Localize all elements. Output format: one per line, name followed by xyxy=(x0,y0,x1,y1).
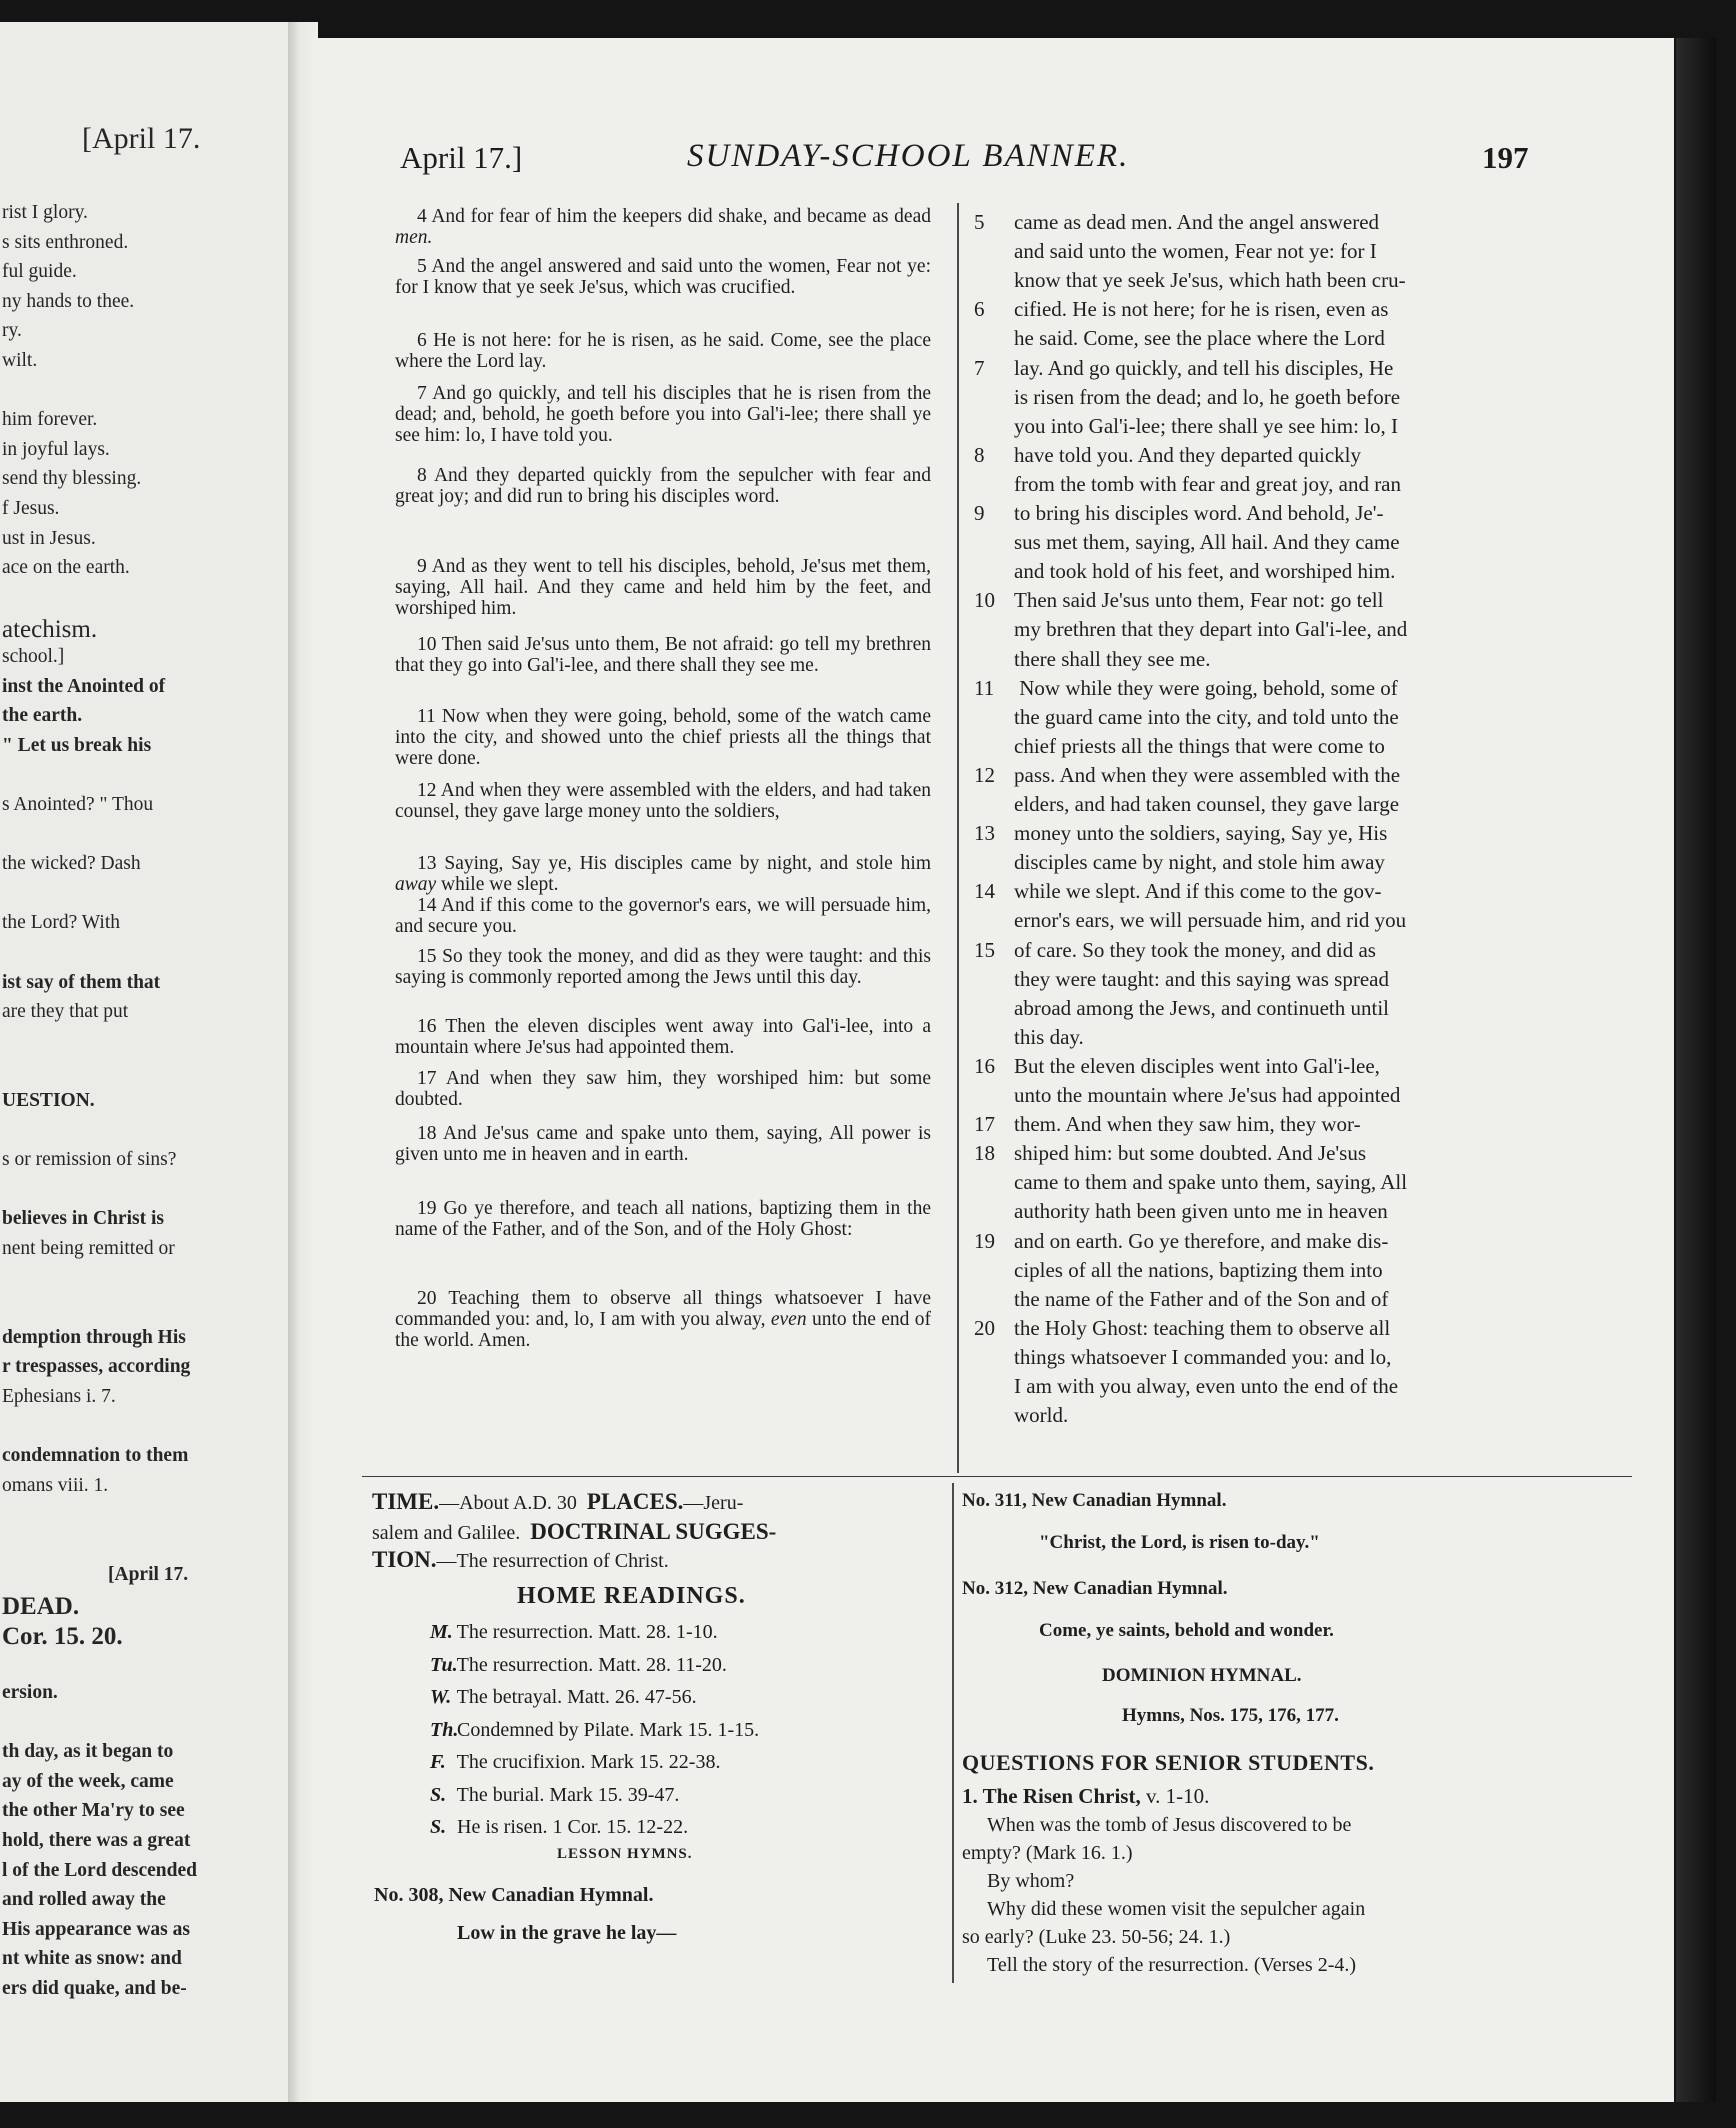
verse-text: 14 And if this come to the governor's ears, we will persuade him, and secure you. xyxy=(395,895,931,937)
left-page-line: school.] xyxy=(2,646,65,667)
reading-day: F. xyxy=(430,1751,446,1773)
rv-line-text: the guard came into the city, and told unto the xyxy=(1014,704,1399,729)
doctrinal-line-2 xyxy=(372,1547,669,1573)
doctrinal-label: DOCTRINAL SUGGES- xyxy=(530,1519,777,1544)
rv-line xyxy=(974,1372,1398,1401)
verse-paragraph xyxy=(395,634,931,676)
hymn-308-line: Low in the grave he lay— xyxy=(457,1922,677,1944)
main-page xyxy=(312,38,1674,2102)
time-label: TIME. xyxy=(372,1489,440,1514)
rv-line-text: and on earth. Go ye therefore, and make dis- xyxy=(1014,1228,1389,1253)
left-page-line: ay of the week, came xyxy=(2,1770,174,1792)
verse-text: 18 And Je'sus came and spake unto them, saying, All power is given unto me in heaven and in earth. xyxy=(395,1123,931,1165)
hymn-311-line: "Christ, the Lord, is risen to-day." xyxy=(1039,1532,1320,1553)
rv-line-text: to bring his disciples word. And behold, Je'- xyxy=(1014,501,1384,525)
rv-line-text: cified. He is not here; for he is risen, even as xyxy=(1014,297,1389,322)
header-title: SUNDAY-SCHOOL BANNER. xyxy=(687,138,1130,174)
left-page-line: the other Ma'ry to see xyxy=(2,1800,185,1822)
rv-line xyxy=(974,819,1387,848)
verse-paragraph xyxy=(395,465,931,507)
verse-number: 17 xyxy=(974,1112,995,1137)
rv-line xyxy=(974,1139,1366,1168)
reading-day: Th. xyxy=(430,1718,459,1741)
doctrinal-text: —The resurrection of Christ. xyxy=(436,1550,669,1572)
verse-paragraph xyxy=(395,1198,931,1240)
verse-text: 16 Then the eleven disciples went away into Gal'i-lee, into a mountain where Je'sus had appointed them. xyxy=(395,1016,931,1058)
left-page-line: nent being remitted or xyxy=(2,1238,175,1259)
left-page-line: r trespasses, according xyxy=(2,1356,191,1378)
verse-number: 11 xyxy=(974,675,995,700)
verse-tail: unto the end of the world. Amen. xyxy=(395,1309,932,1351)
question-3a: Why did these women visit the sepulcher again xyxy=(987,1898,1366,1920)
verse-number: 16 xyxy=(974,1053,995,1078)
left-page-line: rist I glory. xyxy=(2,202,88,223)
home-readings-title: HOME READINGS. xyxy=(517,1583,746,1609)
left-page-line: ust in Jesus. xyxy=(2,527,96,549)
hymn-311: No. 311, New Canadian Hymnal. xyxy=(962,1490,1227,1511)
verse-paragraph xyxy=(395,256,931,298)
left-page-line: s sits enthroned. xyxy=(2,231,129,253)
reading-item xyxy=(430,1779,679,1812)
verse-paragraph xyxy=(395,946,931,988)
rv-line xyxy=(974,703,1399,732)
rv-line-text: this day. xyxy=(1014,1024,1084,1049)
rv-line-text: I am with you alway, even unto the end of the xyxy=(1014,1374,1399,1398)
left-page-line: him forever. xyxy=(2,409,98,431)
verse-paragraph xyxy=(395,556,931,619)
rv-line-text: abroad among the Jews, and continueth until xyxy=(1014,995,1389,1020)
verse-paragraph xyxy=(395,206,931,248)
hymn-312-line: Come, ye saints, behold and wonder. xyxy=(1039,1620,1334,1641)
reading-day: S. xyxy=(430,1816,447,1838)
rv-line xyxy=(974,790,1399,819)
rv-line xyxy=(974,848,1385,877)
rv-line xyxy=(974,266,1406,295)
questions-title: QUESTIONS FOR SENIOR STUDENTS. xyxy=(962,1750,1375,1775)
time-paragraph xyxy=(372,1489,743,1515)
left-page-line: l of the Lord descended xyxy=(2,1859,197,1881)
rv-line-text: things whatsoever I commanded you: and lo, xyxy=(1014,1344,1392,1369)
rv-line-text: Now while they were going, behold, some of xyxy=(1014,675,1398,700)
rv-line-text: money unto the soldiers, saying, Say ye, His xyxy=(1014,821,1388,846)
left-page-header: [April 17. xyxy=(82,122,201,155)
dominion-title: DOMINION HYMNAL. xyxy=(1102,1665,1302,1686)
rv-line-text: shiped him: but some doubted. And Je'sus xyxy=(1014,1141,1367,1166)
verse-number: 12 xyxy=(974,762,995,787)
question-3b: so early? (Luke 23. 50-56; 24. 1.) xyxy=(962,1926,1231,1948)
rv-line-text: authority hath been given unto me in heaven xyxy=(1014,1199,1388,1224)
rv-line-text: them. And when they saw him, they wor- xyxy=(1014,1112,1361,1137)
rv-line-text: ernor's ears, we will persuade him, and rid you xyxy=(1014,908,1407,933)
doctrinal-label-2: TION. xyxy=(372,1547,437,1572)
rv-line xyxy=(974,528,1400,557)
rv-line xyxy=(974,877,1381,906)
rv-line xyxy=(974,295,1388,324)
left-page-line: ist say of them that xyxy=(2,971,161,993)
page-number: 197 xyxy=(1482,140,1529,175)
left-page-line: ful guide. xyxy=(2,261,77,283)
verse-text: 13 Saying, Say ye, His disciples came by night, and stole him xyxy=(417,853,931,874)
rv-line xyxy=(974,586,1383,615)
rv-line-text: elders, and had taken counsel, they gave large xyxy=(1014,792,1400,816)
reading-item xyxy=(430,1616,718,1649)
rv-line xyxy=(974,615,1407,644)
left-page-line: s or remission of sins? xyxy=(2,1149,177,1171)
rv-line-text: Then said Je'sus unto them, Fear not: go tell xyxy=(1014,588,1384,613)
rv-line-text: world. xyxy=(1014,1403,1069,1428)
left-page-line: th day, as it began to xyxy=(2,1741,174,1763)
left-page-line: s Anointed? " Thou xyxy=(2,794,154,815)
rv-line xyxy=(974,1343,1391,1372)
rv-line-text: my brethren that they depart into Gal'i-lee, and xyxy=(1014,617,1408,642)
rv-line-text: sus met them, saying, All hail. And they came xyxy=(1014,530,1400,555)
verse-text: 19 Go ye therefore, and teach all nations, baptizing them in the name of the Father, and of the Son, and of the Holy Ghost: xyxy=(395,1198,931,1240)
verse-number: 18 xyxy=(974,1141,995,1166)
left-page-line: in joyful lays. xyxy=(2,438,110,460)
section-separator xyxy=(362,1476,1632,1477)
places-text-2: salem and Galilee. xyxy=(372,1522,521,1544)
verse-number: 13 xyxy=(974,821,995,846)
doctrinal-line xyxy=(372,1519,776,1545)
rv-line-text: you into Gal'i-lee; there shall ye see him: lo, I xyxy=(1014,413,1399,438)
rv-line-text: But the eleven disciples went into Gal'i-lee, xyxy=(1014,1053,1380,1078)
lesson-hymns-title: LESSON HYMNS. xyxy=(557,1846,693,1862)
rv-line xyxy=(974,1197,1388,1226)
left-page-line: inst the Anointed of xyxy=(2,675,166,697)
verse-paragraph xyxy=(395,1123,931,1165)
time-text: —About A.D. 30 xyxy=(439,1492,577,1514)
verse-text: 15 So they took the money, and did as they were taught: and this saying is commonly reported among the Jews until this day. xyxy=(395,946,931,988)
reading-text: The crucifixion. Mark 15. 22-38. xyxy=(452,1751,721,1773)
rv-line xyxy=(974,1052,1380,1081)
rv-line-text: ciples of all the nations, baptizing them into xyxy=(1014,1257,1383,1282)
left-page-line: wilt. xyxy=(2,350,38,371)
rv-line xyxy=(974,1256,1383,1285)
rv-line xyxy=(974,208,1379,237)
reading-item xyxy=(430,1681,697,1714)
verse-paragraph xyxy=(395,853,931,895)
rv-line xyxy=(974,965,1389,994)
left-page-line: the wicked? Dash xyxy=(2,853,141,875)
verse-number: 14 xyxy=(974,879,995,904)
left-page-line: Ephesians i. 7. xyxy=(2,1386,116,1407)
verse-text: 6 He is not here: for he is risen, as he said. Come, see the place where the Lord lay. xyxy=(395,330,931,372)
left-page-line: omans viii. 1. xyxy=(2,1474,109,1496)
rv-line-text: is risen from the dead; and lo, he goeth before xyxy=(1014,384,1401,409)
left-page-line: His appearance was as xyxy=(2,1918,190,1940)
rv-line xyxy=(974,674,1398,703)
verse-text: 11 Now when they were going, behold, some of the watch came into the city, and showed unto the chief priests all the things that were done. xyxy=(395,706,931,769)
verse-number: 7 xyxy=(974,355,985,380)
rv-line xyxy=(974,994,1389,1023)
rv-line-text: unto the mountain where Je'sus had appointed xyxy=(1014,1083,1401,1107)
hymn-312: No. 312, New Canadian Hymnal. xyxy=(962,1578,1228,1599)
rv-line xyxy=(974,324,1385,353)
verse-number: 8 xyxy=(974,442,985,467)
left-page-line: DEAD. xyxy=(2,1593,80,1621)
verse-paragraph xyxy=(395,330,931,372)
verse-text: 20 Teaching them to observe all things whatsoever I have commanded you: and, lo, I am with you alway, xyxy=(395,1288,931,1330)
rv-line-text: and took hold of his feet, and worshiped him. xyxy=(1014,559,1396,584)
rv-line xyxy=(974,470,1401,499)
rv-line xyxy=(974,383,1400,412)
verse-paragraph xyxy=(395,706,931,769)
rv-line-text: he said. Come, see the place where the Lord xyxy=(1014,326,1385,351)
reading-text: The betrayal. Matt. 26. 47-56. xyxy=(452,1686,697,1708)
left-page-line: the Lord? With xyxy=(2,912,120,934)
places-label: PLACES. xyxy=(586,1489,684,1514)
left-page-line: atechism. xyxy=(2,616,98,644)
rv-line-text: came to them and spake unto them, saying, All xyxy=(1014,1170,1408,1195)
rv-line-text: came as dead men. And the angel answered xyxy=(1014,210,1380,234)
rv-line xyxy=(974,412,1398,441)
left-page-line: ry. xyxy=(2,320,22,342)
verse-number: 15 xyxy=(974,937,995,962)
rv-line-text: disciples came by night, and stole him away xyxy=(1014,850,1385,875)
section-heading xyxy=(962,1784,1209,1809)
lower-column-divider xyxy=(952,1483,954,1983)
left-page-line: condemnation to them xyxy=(2,1445,189,1467)
rv-line xyxy=(974,1314,1390,1343)
left-page-line: believes in Christ is xyxy=(2,1208,164,1230)
question-4: Tell the story of the resurrection. (Verses 2-4.) xyxy=(987,1954,1357,1976)
reading-item xyxy=(430,1714,759,1747)
verse-paragraph xyxy=(395,895,931,937)
rv-line-text: pass. And when they were assembled with the xyxy=(1014,762,1401,787)
section-ref: v. 1-10. xyxy=(1140,1784,1210,1808)
book-edge xyxy=(1676,38,1716,2102)
rv-line xyxy=(974,1285,1388,1314)
verse-text: 17 And when they saw him, they worshiped him: but some doubted. xyxy=(395,1068,931,1110)
reading-item xyxy=(430,1746,720,1779)
rv-line xyxy=(974,237,1377,266)
left-page-line: ace on the earth. xyxy=(2,557,130,579)
rv-line-text: have told you. And they departed quickly xyxy=(1014,442,1362,467)
reading-item xyxy=(430,1649,727,1682)
verse-text: 10 Then said Je'sus unto them, Be not afraid: go tell my brethren that they go into Gal'i-lee, and there shall they see me. xyxy=(395,634,931,676)
reading-day: S. xyxy=(430,1783,447,1806)
verse-paragraph xyxy=(395,1016,931,1058)
reading-day: Tu. xyxy=(430,1653,458,1676)
reading-text: The resurrection. Matt. 28. 1-10. xyxy=(452,1621,718,1643)
left-page-line: send thy blessing. xyxy=(2,468,142,490)
rv-line-text: of care. So they took the money, and did as xyxy=(1014,937,1376,962)
reading-text: The resurrection. Matt. 28. 11-20. xyxy=(452,1653,727,1676)
left-page-line: ers did quake, and be- xyxy=(2,1978,187,1999)
rv-line xyxy=(974,499,1384,528)
left-page-line: the earth. xyxy=(2,705,83,727)
rv-line-text: from the tomb with fear and great joy, and ran xyxy=(1014,471,1402,496)
rv-line xyxy=(974,1401,1068,1430)
left-page-line: hold, there was a great xyxy=(2,1830,191,1851)
question-2: By whom? xyxy=(987,1870,1075,1892)
question-1a: When was the tomb of Jesus discovered to be xyxy=(987,1814,1352,1836)
reading-text: Condemned by Pilate. Mark 15. 1-15. xyxy=(452,1718,760,1741)
verse-number: 20 xyxy=(974,1315,995,1340)
rv-line xyxy=(974,557,1395,586)
reading-day: W. xyxy=(430,1686,452,1708)
verse-italic: even xyxy=(770,1309,807,1330)
previous-page xyxy=(0,22,292,2102)
left-page-line: f Jesus. xyxy=(2,498,60,519)
verse-text: 5 And the angel answered and said unto the women, Fear not ye: for I know that ye seek Je'sus, which was crucified. xyxy=(395,256,931,298)
rv-line xyxy=(974,441,1361,470)
rv-line-text: while we slept. And if this come to the gov- xyxy=(1014,879,1382,904)
verse-paragraph xyxy=(395,1068,931,1110)
left-page-line: and rolled away the xyxy=(2,1889,166,1911)
reading-text: He is risen. 1 Cor. 15. 12-22. xyxy=(452,1816,689,1838)
left-page-line: " Let us break his xyxy=(2,734,152,756)
rv-line xyxy=(974,761,1400,790)
rv-line xyxy=(974,1081,1400,1110)
verse-tail: while we slept. xyxy=(436,874,559,895)
verse-text: 12 And when they were assembled with the elders, and had taken counsel, they gave large money unto the soldiers, xyxy=(395,780,931,822)
rv-line-text: the name of the Father and of the Son and of xyxy=(1014,1286,1389,1311)
verse-number: 19 xyxy=(974,1228,995,1253)
column-divider xyxy=(957,203,959,1473)
verse-italic: away xyxy=(395,874,437,895)
left-page-line: are they that put xyxy=(2,1001,129,1023)
rv-line-text: and said unto the women, Fear not ye: for I xyxy=(1014,239,1377,264)
rv-line xyxy=(974,732,1385,761)
rv-line xyxy=(974,1110,1361,1139)
rv-line-text: know that ye seek Je'sus, which hath been cru- xyxy=(1014,268,1406,293)
places-text: —Jeru- xyxy=(683,1492,744,1514)
rv-line xyxy=(974,936,1376,965)
verse-paragraph xyxy=(395,780,931,822)
rv-line xyxy=(974,645,1211,674)
left-page-line: UESTION. xyxy=(2,1090,95,1111)
rv-line-text: they were taught: and this saying was spread xyxy=(1014,966,1389,991)
left-page-line: [April 17. xyxy=(108,1563,189,1585)
reading-day: M. xyxy=(430,1621,453,1643)
verse-text: 7 And go quickly, and tell his disciples that he is risen from the dead; and, behold, he goeth before you into Gal'i-lee; there shall ye see him: lo, I have told you. xyxy=(395,383,931,446)
hymn-308: No. 308, New Canadian Hymnal. xyxy=(374,1884,654,1906)
verse-number: 5 xyxy=(974,210,985,234)
reading-text: The burial. Mark 15. 39-47. xyxy=(452,1783,680,1806)
question-1b: empty? (Mark 16. 1.) xyxy=(962,1842,1133,1864)
verse-text: 9 And as they went to tell his disciples, behold, Je'sus met them, saying, All hail. And they came and held him by the feet, and worshiped him. xyxy=(395,556,931,619)
rv-line xyxy=(974,354,1393,383)
header-date: April 17.] xyxy=(400,140,523,175)
rv-line-text: chief priests all the things that were come to xyxy=(1014,733,1385,758)
verse-text: 4 And for fear of him the keepers did shake, and became as dead xyxy=(417,206,931,227)
verse-text: 8 And they departed quickly from the sepulcher with fear and great joy; and did run to bring his disciples word. xyxy=(395,465,931,507)
rv-line xyxy=(974,1227,1388,1256)
rv-line xyxy=(974,906,1406,935)
reading-item xyxy=(430,1811,688,1844)
left-page-line: ersion. xyxy=(2,1682,58,1703)
left-page-line: Cor. 15. 20. xyxy=(2,1622,123,1650)
left-page-line: nt white as snow: and xyxy=(2,1948,182,1970)
verse-number: 10 xyxy=(974,588,995,613)
verse-italic: men. xyxy=(395,227,433,248)
verse-number: 9 xyxy=(974,501,985,525)
rv-line-text: lay. And go quickly, and tell his disciples, He xyxy=(1014,355,1394,380)
rv-line xyxy=(974,1168,1407,1197)
dominion-hymns: Hymns, Nos. 175, 176, 177. xyxy=(1122,1705,1339,1726)
verse-paragraph xyxy=(395,1288,931,1351)
verse-paragraph xyxy=(395,383,931,446)
left-page-line: ny hands to thee. xyxy=(2,290,135,312)
verse-number: 6 xyxy=(974,297,985,322)
rv-line xyxy=(974,1023,1084,1052)
rv-line-text: there shall they see me. xyxy=(1014,646,1211,671)
section-label: 1. The Risen Christ, xyxy=(962,1784,1141,1808)
rv-line-text: the Holy Ghost: teaching them to observe all xyxy=(1014,1315,1391,1340)
left-page-line: demption through His xyxy=(2,1326,186,1348)
